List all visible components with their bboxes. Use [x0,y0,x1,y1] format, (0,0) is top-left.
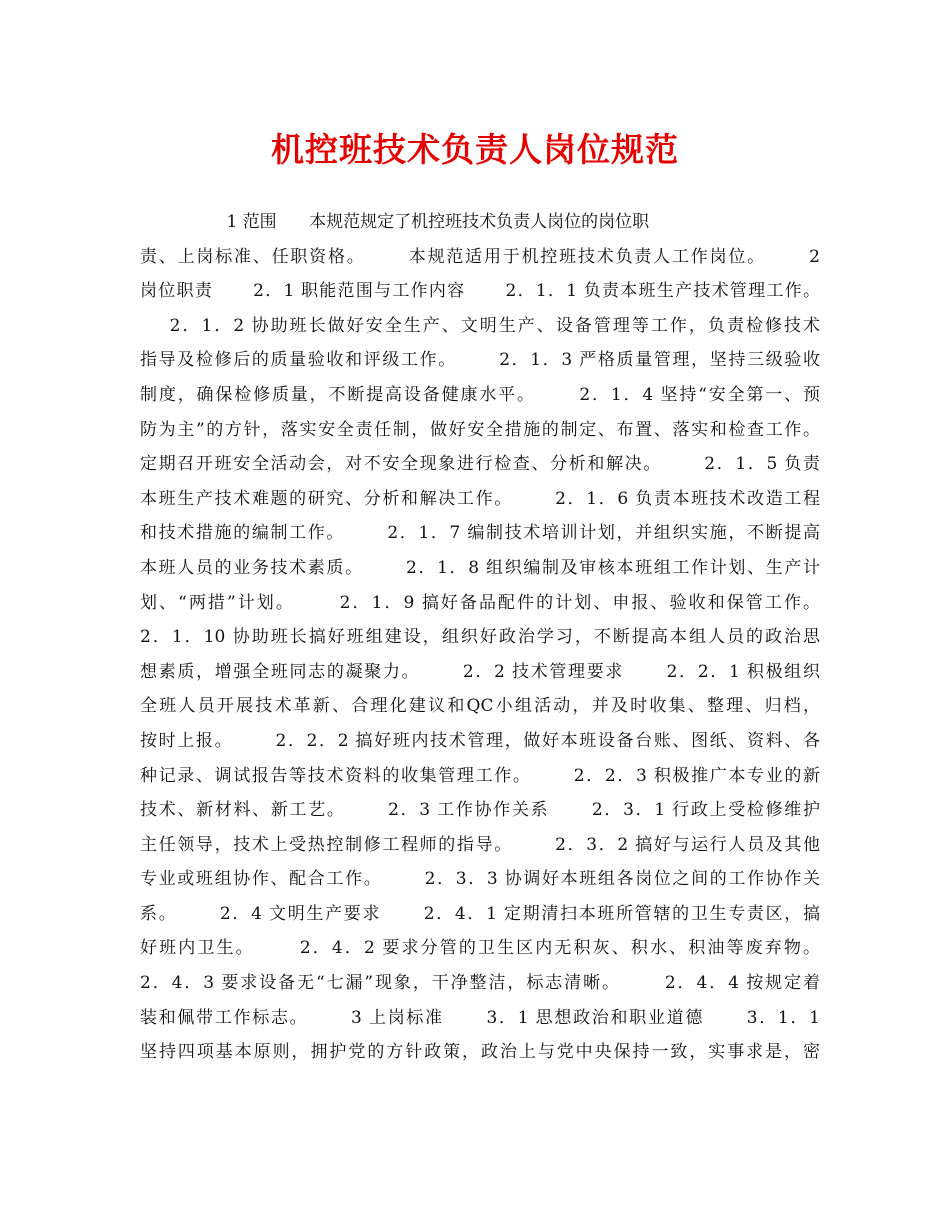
document-text-line: 专业或班组协作、配合工作。 2．3．3 协调好本班组各岗位之间的工作协作关 [140,869,820,890]
document-title: 机控班技术负责人岗位规范 [271,130,679,169]
document-text-line: 全班人员开展技术革新、合理化建议和QC小组活动，并及时收集、整理、归档， [140,696,820,717]
document-text-line: 本班人员的业务技术素质。 2．1．8 组织编制及审核本班组工作计划、生产计 [140,557,820,578]
document-text-line: 坚持四项基本原则，拥护党的方针政策，政治上与党中央保持一致，实事求是，密 [140,1042,820,1063]
document-text-line: 本班生产技术难题的研究、分析和解决工作。 2．1．6 负责本班技术改造工程 [140,488,820,509]
document-text-line: 按时上报。 2．2．2 搞好班内技术管理，做好本班设备台账、图纸、资料、各 [140,730,820,751]
document-text-line: 2．4．3 要求设备无“七漏”现象，干净整洁，标志清晰。 2．4．4 按规定着 [140,973,820,994]
document-text-line: 指导及检修后的质量验收和评级工作。 2．1．3 严格质量管理，坚持三级验收 [140,350,820,371]
document-text-line: 主任领导，技术上受热控制修工程师的指导。 2．3．2 搞好与运行人员及其他 [140,834,820,855]
document-text-line: 想素质，增强全班同志的凝聚力。 2．2 技术管理要求 2．2．1 积极组织 [140,661,820,682]
document-text-line: 2．1．2 协助班长做好安全生产、文明生产、设备管理等工作，负责检修技术 [140,315,820,336]
document-text-line: 制度，确保检修质量，不断提高设备健康水平。 2．1．4 坚持“安全第一、预 [140,384,820,405]
document-text-line: 装和佩带工作标志。 3 上岗标准 3．1 思想政治和职业道德 3．1．1 [140,1007,820,1028]
document-text-line: 定期召开班安全活动会，对不安全现象进行检查、分析和解决。 2．1．5 负责 [140,454,820,475]
document-text-line: 技术、新材料、新工艺。 2．3 工作协作关系 2．3．1 行政上受检修维护 [140,800,820,821]
document-text-line: 和技术措施的编制工作。 2．1．7 编制技术培训计划，并组织实施，不断提高 [140,523,820,544]
document-text-line: 1 范围 本规范规定了机控班技术负责人岗位的岗位职 [140,212,650,232]
document-body [140,205,820,1070]
document-text-line: 划、“两措”计划。 2．1．9 搞好备品配件的计划、申报、验收和保管工作。 [140,592,820,613]
document-text-line: 防为主”的方针，落实安全责任制，做好安全措施的制定、布置、落实和检查工作。 [140,419,820,440]
document-text-line: 系。 2．4 文明生产要求 2．4．1 定期清扫本班所管辖的卫生专责区，搞 [140,903,820,924]
document-text-line: 好班内卫生。 2．4．2 要求分管的卫生区内无积灰、积水、积油等废弃物。 [140,938,820,959]
document-text-line: 种记录、调试报告等技术资料的收集管理工作。 2．2．3 积极推广本专业的新 [140,765,820,786]
document-text-line: 2．1．10 协助班长搞好班组建设，组织好政治学习，不断提高本组人员的政治思 [140,627,820,648]
document-text-line: 责、上岗标准、任职资格。 本规范适用于机控班技术负责人工作岗位。 2 [140,246,820,267]
document-text-line: 岗位职责 2．1 职能范围与工作内容 2．1．1 负责本班生产技术管理工作。 [140,281,820,302]
